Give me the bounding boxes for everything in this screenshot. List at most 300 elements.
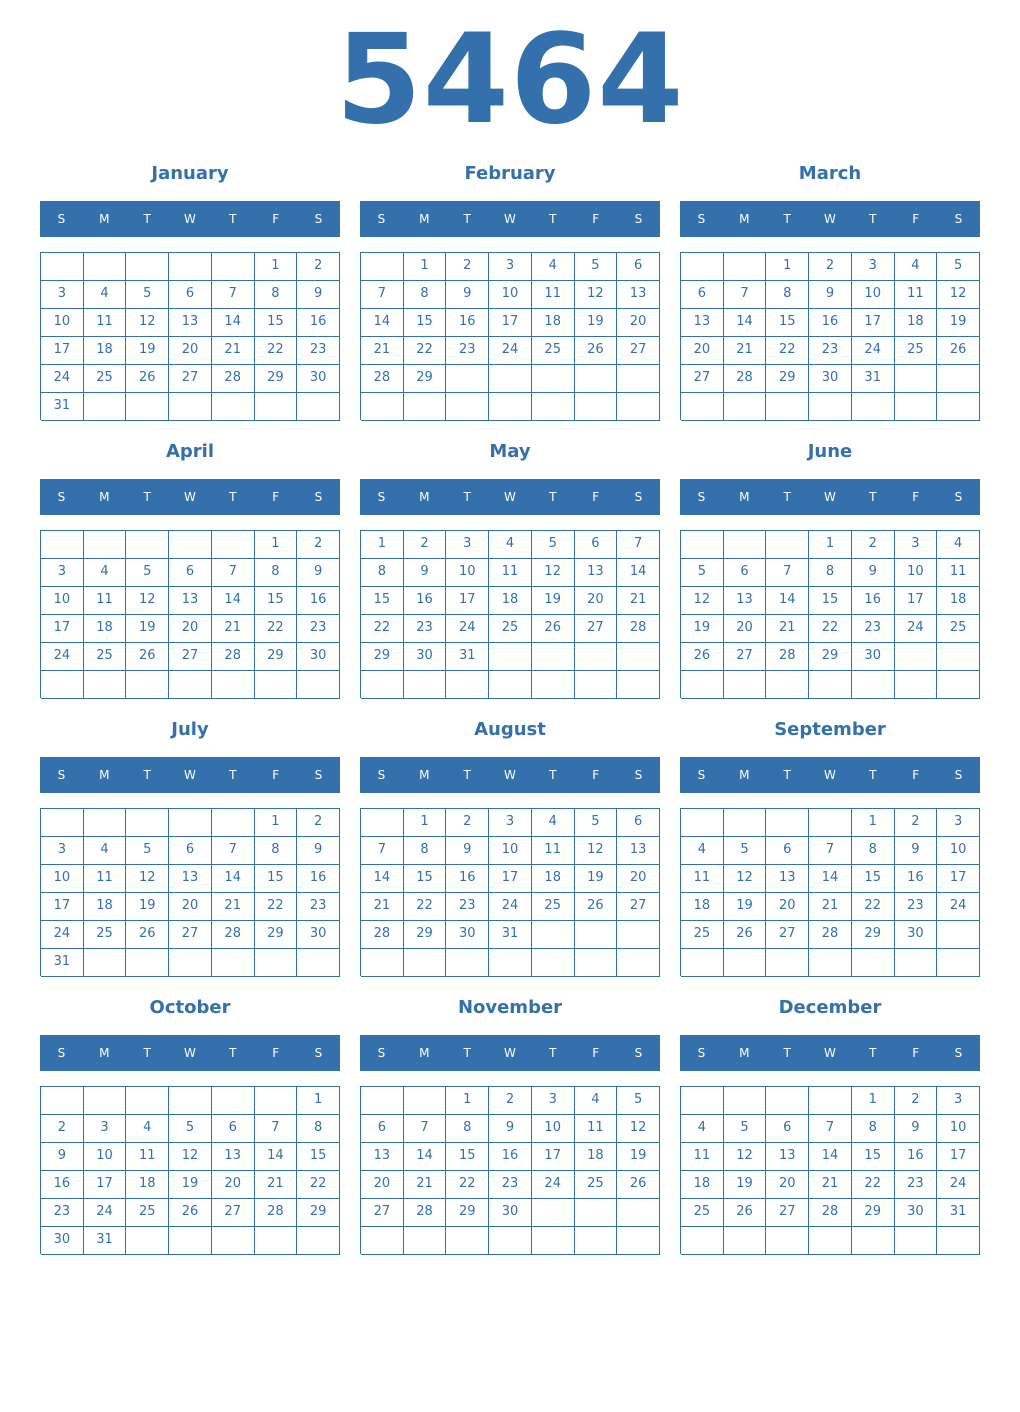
day-cell: 19 <box>126 337 169 365</box>
day-cell: 20 <box>169 615 212 643</box>
day-cell: 30 <box>404 643 447 671</box>
day-cell <box>532 671 575 699</box>
day-cell <box>809 393 852 421</box>
weekday-label: S <box>57 768 66 782</box>
month-name: December <box>778 997 882 1018</box>
day-cell: 16 <box>895 865 938 893</box>
day-cell: 3 <box>489 253 532 281</box>
day-cell <box>84 253 127 281</box>
day-cell <box>766 671 809 699</box>
day-cell: 10 <box>895 559 938 587</box>
weekday-label: F <box>592 768 600 782</box>
day-cell: 17 <box>84 1171 127 1199</box>
day-cell: 20 <box>575 587 618 615</box>
day-cell <box>41 531 84 559</box>
day-cell: 17 <box>895 587 938 615</box>
weekday-label: W <box>824 1046 836 1060</box>
day-cell: 28 <box>724 365 767 393</box>
day-cell <box>489 643 532 671</box>
day-cell: 22 <box>809 615 852 643</box>
day-cell: 31 <box>852 365 895 393</box>
weekday-label: T <box>783 768 791 782</box>
weekday-label: T <box>549 1046 557 1060</box>
day-cell: 9 <box>446 281 489 309</box>
weekday-label: T <box>869 768 877 782</box>
day-cell <box>575 949 618 977</box>
day-cell <box>126 531 169 559</box>
day-cell: 28 <box>212 921 255 949</box>
weekday-label: T <box>229 490 237 504</box>
day-cell: 27 <box>766 921 809 949</box>
day-cell: 29 <box>297 1199 340 1227</box>
day-cell <box>617 393 660 421</box>
weekday-label: M <box>739 1046 750 1060</box>
day-cell <box>895 643 938 671</box>
weekday-label: S <box>697 1046 706 1060</box>
day-cell: 8 <box>255 559 298 587</box>
day-cell: 20 <box>617 865 660 893</box>
weekday-label: T <box>783 212 791 226</box>
day-cell <box>766 1087 809 1115</box>
day-cell: 24 <box>489 337 532 365</box>
day-cell <box>84 949 127 977</box>
day-cell <box>297 949 340 977</box>
weekday-label: S <box>377 1046 386 1060</box>
day-cell: 23 <box>895 1171 938 1199</box>
weekday-label: S <box>954 212 963 226</box>
day-cell: 15 <box>852 865 895 893</box>
day-cell: 2 <box>895 809 938 837</box>
day-cell <box>169 809 212 837</box>
day-cell: 24 <box>489 893 532 921</box>
day-cell: 26 <box>617 1171 660 1199</box>
day-cell: 20 <box>617 309 660 337</box>
day-cell: 20 <box>169 893 212 921</box>
day-cell <box>809 1087 852 1115</box>
day-cell: 7 <box>724 281 767 309</box>
day-cell: 25 <box>937 615 980 643</box>
day-cell <box>766 1227 809 1255</box>
day-cell: 3 <box>937 1087 980 1115</box>
day-cell <box>681 949 724 977</box>
day-cell: 18 <box>895 309 938 337</box>
day-cell <box>169 393 212 421</box>
day-cell <box>766 809 809 837</box>
day-cell <box>937 393 980 421</box>
day-cell: 6 <box>617 253 660 281</box>
day-cell: 15 <box>255 587 298 615</box>
day-cell: 15 <box>852 1143 895 1171</box>
month-name: October <box>149 997 231 1018</box>
weekday-label: T <box>143 768 151 782</box>
day-cell: 30 <box>446 921 489 949</box>
weekday-label: W <box>504 768 516 782</box>
weekday-label: M <box>99 1046 110 1060</box>
day-cell: 17 <box>41 615 84 643</box>
weekday-header <box>680 479 980 515</box>
day-cell: 11 <box>126 1143 169 1171</box>
day-cell <box>169 671 212 699</box>
weekday-label: T <box>143 490 151 504</box>
day-cell: 13 <box>169 309 212 337</box>
day-cell: 29 <box>255 643 298 671</box>
day-cell: 10 <box>41 587 84 615</box>
day-cell: 15 <box>446 1143 489 1171</box>
day-cell <box>617 921 660 949</box>
day-cell: 17 <box>41 337 84 365</box>
day-cell: 22 <box>852 893 895 921</box>
day-cell: 24 <box>41 921 84 949</box>
day-cell: 12 <box>169 1143 212 1171</box>
weekday-label: W <box>184 490 196 504</box>
day-cell: 20 <box>169 337 212 365</box>
weekday-label: F <box>272 212 280 226</box>
day-cell <box>41 253 84 281</box>
day-cell: 21 <box>809 1171 852 1199</box>
day-cell <box>895 393 938 421</box>
day-cell: 21 <box>361 893 404 921</box>
day-cell: 20 <box>724 615 767 643</box>
day-cell: 18 <box>532 309 575 337</box>
day-cell <box>361 1227 404 1255</box>
day-cell: 7 <box>766 559 809 587</box>
day-cell <box>126 393 169 421</box>
day-cell: 6 <box>169 837 212 865</box>
day-cell: 11 <box>895 281 938 309</box>
day-cell: 17 <box>489 309 532 337</box>
weekday-header <box>680 1035 980 1071</box>
day-cell: 7 <box>212 837 255 865</box>
day-cell: 5 <box>724 837 767 865</box>
day-cell: 24 <box>446 615 489 643</box>
weekday-label: W <box>824 490 836 504</box>
weekday-label: T <box>463 1046 471 1060</box>
day-cell: 12 <box>126 587 169 615</box>
day-cell: 15 <box>404 309 447 337</box>
day-cell: 1 <box>852 1087 895 1115</box>
weekday-header <box>360 757 660 793</box>
day-cell: 14 <box>724 309 767 337</box>
day-cell <box>297 393 340 421</box>
day-cell <box>404 393 447 421</box>
day-cell: 20 <box>681 337 724 365</box>
weekday-label: T <box>869 1046 877 1060</box>
day-cell: 13 <box>169 587 212 615</box>
month-name: July <box>171 719 209 740</box>
weekday-label: F <box>592 490 600 504</box>
day-cell: 16 <box>404 587 447 615</box>
day-cell: 13 <box>681 309 724 337</box>
day-cell: 26 <box>724 1199 767 1227</box>
day-cell: 21 <box>255 1171 298 1199</box>
day-cell <box>724 671 767 699</box>
day-cell <box>532 1227 575 1255</box>
day-cell: 21 <box>361 337 404 365</box>
day-cell: 3 <box>489 809 532 837</box>
weekday-label: M <box>419 212 430 226</box>
day-cell <box>41 809 84 837</box>
weekday-label: T <box>549 768 557 782</box>
day-cell: 4 <box>532 809 575 837</box>
day-cell <box>809 949 852 977</box>
day-cell <box>489 365 532 393</box>
day-cell: 25 <box>489 615 532 643</box>
day-cell: 12 <box>724 1143 767 1171</box>
day-cell: 26 <box>937 337 980 365</box>
day-cell <box>361 671 404 699</box>
day-cell <box>489 1227 532 1255</box>
day-cell <box>532 393 575 421</box>
day-cell: 19 <box>681 615 724 643</box>
weekday-label: F <box>912 490 920 504</box>
weekday-header <box>360 201 660 237</box>
day-cell: 25 <box>84 365 127 393</box>
weekday-header <box>40 1035 340 1071</box>
day-cell: 11 <box>84 587 127 615</box>
day-cell: 28 <box>404 1199 447 1227</box>
day-cell: 29 <box>255 365 298 393</box>
day-cell <box>404 949 447 977</box>
day-cell: 2 <box>852 531 895 559</box>
day-cell: 7 <box>212 281 255 309</box>
day-cell: 8 <box>255 281 298 309</box>
day-cell: 9 <box>895 837 938 865</box>
day-cell: 1 <box>404 809 447 837</box>
day-cell: 1 <box>297 1087 340 1115</box>
day-cell: 7 <box>361 837 404 865</box>
day-cell: 10 <box>937 1115 980 1143</box>
day-cell: 23 <box>297 893 340 921</box>
day-cell <box>126 949 169 977</box>
day-cell: 29 <box>809 643 852 671</box>
day-cell: 3 <box>84 1115 127 1143</box>
day-cell: 10 <box>41 309 84 337</box>
day-cell: 3 <box>41 837 84 865</box>
day-cell <box>126 253 169 281</box>
day-cell: 6 <box>575 531 618 559</box>
day-cell <box>532 1199 575 1227</box>
day-cell: 12 <box>724 865 767 893</box>
day-cell: 25 <box>84 643 127 671</box>
day-cell <box>617 1199 660 1227</box>
day-cell <box>404 1087 447 1115</box>
weekday-label: S <box>954 1046 963 1060</box>
day-cell: 4 <box>84 281 127 309</box>
day-cell: 12 <box>937 281 980 309</box>
day-cell: 17 <box>937 1143 980 1171</box>
day-grid <box>40 252 340 420</box>
weekday-label: F <box>272 768 280 782</box>
weekday-header <box>680 201 980 237</box>
day-cell: 19 <box>575 865 618 893</box>
day-cell: 31 <box>937 1199 980 1227</box>
day-cell: 18 <box>126 1171 169 1199</box>
day-cell: 19 <box>126 893 169 921</box>
day-cell <box>895 671 938 699</box>
day-cell <box>212 671 255 699</box>
day-cell: 7 <box>361 281 404 309</box>
weekday-label: S <box>634 490 643 504</box>
day-cell: 15 <box>766 309 809 337</box>
day-cell: 11 <box>84 865 127 893</box>
day-cell <box>489 671 532 699</box>
day-cell: 1 <box>361 531 404 559</box>
day-cell: 25 <box>532 337 575 365</box>
day-cell: 16 <box>489 1143 532 1171</box>
day-cell: 21 <box>212 893 255 921</box>
day-cell: 25 <box>575 1171 618 1199</box>
day-cell <box>724 253 767 281</box>
day-cell <box>255 1227 298 1255</box>
day-cell: 23 <box>489 1171 532 1199</box>
day-cell: 6 <box>766 1115 809 1143</box>
day-cell: 22 <box>404 337 447 365</box>
day-cell: 26 <box>681 643 724 671</box>
weekday-header <box>40 757 340 793</box>
day-cell: 19 <box>937 309 980 337</box>
weekday-label: T <box>463 768 471 782</box>
weekday-label: S <box>314 490 323 504</box>
day-cell: 18 <box>84 615 127 643</box>
day-cell: 8 <box>297 1115 340 1143</box>
month-name: June <box>807 441 853 462</box>
weekday-header <box>680 757 980 793</box>
weekday-label: W <box>504 1046 516 1060</box>
weekday-label: S <box>697 768 706 782</box>
day-cell: 11 <box>489 559 532 587</box>
weekday-label: T <box>869 490 877 504</box>
day-cell: 24 <box>41 643 84 671</box>
day-cell: 25 <box>532 893 575 921</box>
day-cell: 21 <box>404 1171 447 1199</box>
day-cell: 5 <box>126 837 169 865</box>
weekday-label: M <box>739 490 750 504</box>
weekday-label: W <box>504 212 516 226</box>
day-cell <box>361 253 404 281</box>
day-cell: 9 <box>297 837 340 865</box>
day-cell: 28 <box>255 1199 298 1227</box>
day-cell: 30 <box>809 365 852 393</box>
weekday-label: T <box>783 1046 791 1060</box>
day-cell: 2 <box>404 531 447 559</box>
weekday-label: T <box>229 212 237 226</box>
day-cell <box>169 531 212 559</box>
day-cell: 15 <box>361 587 404 615</box>
day-cell <box>404 1227 447 1255</box>
day-cell: 27 <box>681 365 724 393</box>
day-cell <box>126 671 169 699</box>
weekday-label: T <box>229 1046 237 1060</box>
day-cell: 29 <box>255 921 298 949</box>
day-cell: 9 <box>41 1143 84 1171</box>
day-cell: 15 <box>809 587 852 615</box>
day-cell: 14 <box>809 1143 852 1171</box>
day-cell: 13 <box>766 1143 809 1171</box>
day-cell <box>41 1087 84 1115</box>
day-cell: 15 <box>255 309 298 337</box>
day-cell: 22 <box>361 615 404 643</box>
day-cell: 3 <box>41 281 84 309</box>
day-cell: 11 <box>681 865 724 893</box>
day-cell: 28 <box>809 1199 852 1227</box>
day-cell <box>937 671 980 699</box>
day-cell <box>84 809 127 837</box>
day-cell: 19 <box>617 1143 660 1171</box>
day-cell: 26 <box>126 643 169 671</box>
day-cell <box>212 809 255 837</box>
day-cell: 22 <box>255 893 298 921</box>
weekday-label: S <box>314 212 323 226</box>
weekday-label: S <box>377 212 386 226</box>
day-cell: 15 <box>297 1143 340 1171</box>
day-cell: 30 <box>895 1199 938 1227</box>
day-cell: 2 <box>297 531 340 559</box>
day-cell: 2 <box>809 253 852 281</box>
day-cell: 21 <box>766 615 809 643</box>
day-cell: 23 <box>895 893 938 921</box>
weekday-label: M <box>419 768 430 782</box>
day-cell: 13 <box>212 1143 255 1171</box>
day-cell: 18 <box>937 587 980 615</box>
day-cell: 1 <box>255 253 298 281</box>
day-cell: 26 <box>532 615 575 643</box>
day-grid <box>360 530 660 698</box>
day-grid <box>360 1086 660 1254</box>
day-cell <box>212 1227 255 1255</box>
day-cell <box>766 393 809 421</box>
day-cell: 23 <box>852 615 895 643</box>
day-cell: 12 <box>532 559 575 587</box>
day-cell: 30 <box>489 1199 532 1227</box>
day-cell: 4 <box>84 559 127 587</box>
day-cell: 7 <box>809 837 852 865</box>
day-cell: 20 <box>212 1171 255 1199</box>
day-cell: 23 <box>809 337 852 365</box>
day-cell <box>255 1087 298 1115</box>
day-cell <box>41 671 84 699</box>
day-cell: 5 <box>681 559 724 587</box>
weekday-label: S <box>634 212 643 226</box>
day-cell <box>212 949 255 977</box>
day-cell <box>84 671 127 699</box>
day-cell: 8 <box>766 281 809 309</box>
day-cell <box>937 643 980 671</box>
day-cell: 5 <box>575 253 618 281</box>
day-cell: 4 <box>681 1115 724 1143</box>
day-cell: 2 <box>895 1087 938 1115</box>
day-cell: 24 <box>895 615 938 643</box>
day-cell: 23 <box>297 337 340 365</box>
day-cell <box>446 393 489 421</box>
weekday-header <box>360 479 660 515</box>
day-cell: 12 <box>681 587 724 615</box>
weekday-label: F <box>272 490 280 504</box>
day-cell: 15 <box>255 865 298 893</box>
day-cell: 18 <box>532 865 575 893</box>
weekday-label: S <box>954 490 963 504</box>
day-cell: 9 <box>404 559 447 587</box>
day-cell: 29 <box>361 643 404 671</box>
day-grid <box>680 1086 980 1254</box>
day-cell <box>681 1227 724 1255</box>
day-cell <box>895 1227 938 1255</box>
day-cell: 20 <box>766 1171 809 1199</box>
day-cell: 28 <box>809 921 852 949</box>
weekday-label: S <box>57 1046 66 1060</box>
day-cell: 28 <box>361 365 404 393</box>
day-cell: 12 <box>126 865 169 893</box>
day-cell <box>255 671 298 699</box>
